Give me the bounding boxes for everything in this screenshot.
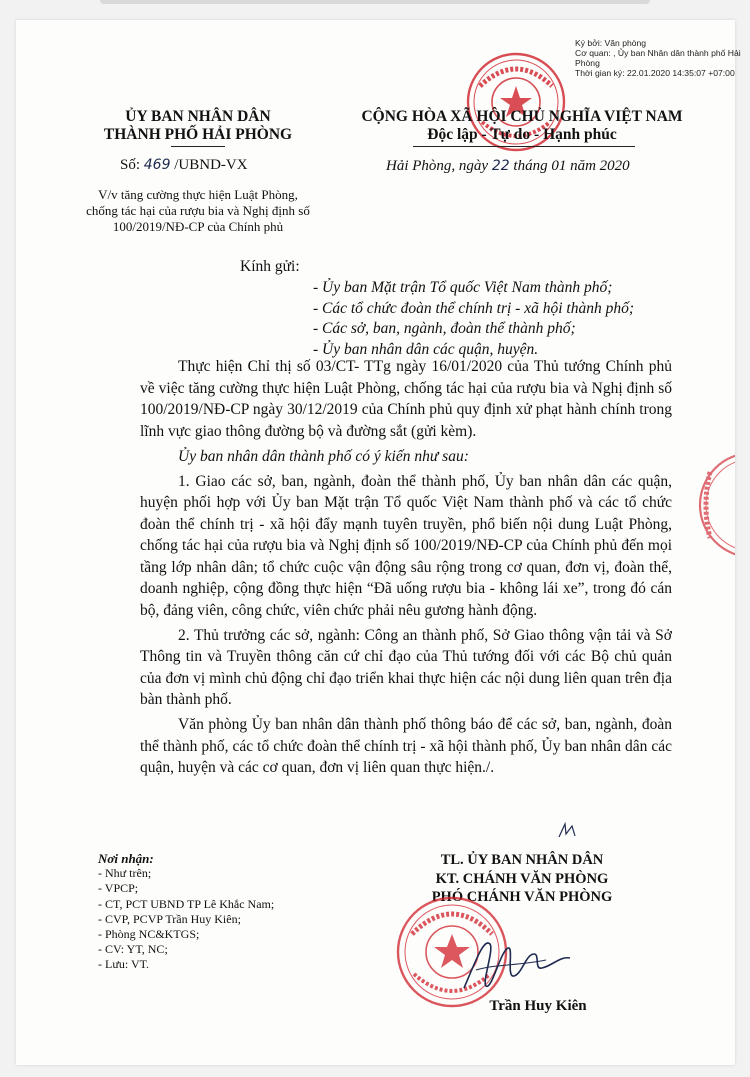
document-number — [120, 157, 248, 174]
signature-line-3: PHÓ CHÁNH VĂN PHÒNG — [431, 889, 613, 905]
country-name: CỘNG HÒA XÃ HỘI CHỦ NGHĨA VIỆT NAM — [361, 108, 683, 125]
distribution-item: - CT, PCT UBND TP Lê Khắc Nam; — [98, 896, 275, 911]
recipient-list — [313, 278, 713, 360]
body-paragraph-4: Văn phòng Ủy ban nhân dân thành phố thông báo để các sở, ban, ngành, đoàn thể thành phố, các tổ chức đoàn thể chính trị - xã hội thành phố, Ủy ban nhân dân các quận, huyện và các cơ quan, đơn vị liên quan thực hiện./. — [140, 716, 672, 776]
doc-number-suffix: /UBND-VX — [174, 157, 248, 173]
recipient-item: - Ủy ban nhân dân các quận, huyện. — [313, 340, 539, 358]
date-line — [386, 158, 686, 175]
date-prefix: Hải Phòng, ngày — [386, 158, 489, 174]
recipient-item: - Ủy ban Mặt trận Tổ quốc Việt Nam thành phố; — [313, 279, 613, 296]
drag-handle[interactable] — [100, 0, 650, 4]
doc-number-prefix: Số: — [120, 157, 141, 173]
recipient-item: - Các sở, ban, ngành, đoàn thể thành phố; — [313, 320, 576, 338]
body-paragraph-3: 2. Thủ trưởng các sở, ngành: Công an thành phố, Sở Giao thông vận tải và Sở Thông tin và Truyền thông căn cứ chỉ đạo của Thủ tướng đối với các Bộ chủ quản của đơn vị mình chủ động chỉ đạo triển khai thực hiện các nội dung liên quan trên địa bàn thành phố. — [140, 626, 672, 708]
distribution-list — [98, 851, 378, 973]
signing-agency: Cơ quan: , Ủy ban Nhân dân thành phố Hải Phòng — [575, 48, 741, 68]
distribution-item: - Lưu: VT. — [98, 957, 150, 972]
distribution-item: - CV: YT, NC; — [98, 942, 168, 957]
document-page — [16, 20, 741, 1065]
red-seal-edge-icon — [696, 450, 735, 560]
handwritten-signature-icon — [456, 930, 576, 996]
motto-line: Độc lập - Tự do - Hạnh phúc — [427, 126, 617, 143]
signed-by: Ký bởi: Văn phòng — [575, 38, 647, 48]
distribution-item: - VPCP; — [98, 881, 139, 896]
body-paragraph-1: Thực hiện Chỉ thị số 03/CT- TTg ngày 16/01/2020 của Thủ tướng Chính phủ về việc tăng cường thực hiện Luật Phòng, chống tác hại của rượu bia và Nghị định số 100/2019/NĐ-CP ngày 30/12/2019 của Chính phủ quy định xử phạt hành chính trong lĩnh vực giao thông đường bộ và đường sắt (gửi kèm). — [140, 358, 672, 440]
recipient-item: - Các tổ chức đoàn thể chính trị - xã hội thành phố; — [313, 299, 634, 317]
doc-number-handwritten: 469 — [143, 157, 171, 173]
greeting: Kính gửi: — [240, 258, 300, 275]
agency-line-1: ỦY BAN NHÂN DÂN — [125, 108, 271, 125]
body-intro: Ủy ban nhân dân thành phố có ý kiến như sau: — [178, 447, 469, 465]
signing-time: Thời gian ký: 22.01.2020 14:35:07 +07:00 — [575, 68, 735, 78]
app-top-bar — [0, 0, 750, 20]
agency-line-2: THÀNH PHỐ HẢI PHÒNG — [103, 126, 293, 143]
agency-underline — [171, 146, 225, 147]
distribution-item: - Như trên; — [98, 866, 152, 881]
distribution-title: Nơi nhận: — [98, 851, 154, 866]
signature-line-1: TL. ỦY BAN NHÂN DÂN — [440, 852, 604, 868]
document-subject: V/v tăng cường thực hiện Luật Phòng, chống tác hại của rượu bia và Nghị định số 100/2019/NĐ-CP của Chính phủ — [86, 187, 310, 234]
distribution-item: - Phòng NC&KTGS; — [98, 927, 200, 942]
document-body — [140, 356, 672, 782]
date-day-handwritten: 22 — [491, 158, 510, 174]
signer-name: Trần Huy Kiên — [489, 998, 587, 1014]
distribution-item: - CVP, PCVP Trần Huy Kiên; — [98, 911, 241, 926]
issuing-agency — [84, 108, 312, 144]
initial-mark-icon — [556, 820, 578, 840]
body-paragraph-2: 1. Giao các sở, ban, ngành, đoàn thể thành phố, Ủy ban nhân dân các quận, huyện phối hợp với Ủy ban Mặt trận Tổ quốc Việt Nam thành phố và các tổ chức đoàn thể chính trị - xã hội đẩy mạnh tuyên truyền, phổ biến nội dung Luật Phòng, chống tác hại của rượu bia và Nghị định số 100/2019/NĐ-CP của Chính phủ đến mọi tầng lớp nhân dân; tổ chức cuộc vận động sâu rộng trong cơ quan, đơn vị, đoàn thể, doanh nghiệp, cộng đồng thực hiện “Đã uống rượu bia - không lái xe”, trong đó cán bộ, đảng viên, công chức, viên chức phải nêu gương hành động. — [140, 472, 672, 619]
date-suffix: tháng 01 năm 2020 — [513, 158, 630, 174]
motto-underline — [413, 146, 635, 147]
national-motto — [346, 108, 698, 144]
digital-signature-info — [575, 38, 745, 78]
signature-line-2: KT. CHÁNH VĂN PHÒNG — [435, 870, 609, 887]
